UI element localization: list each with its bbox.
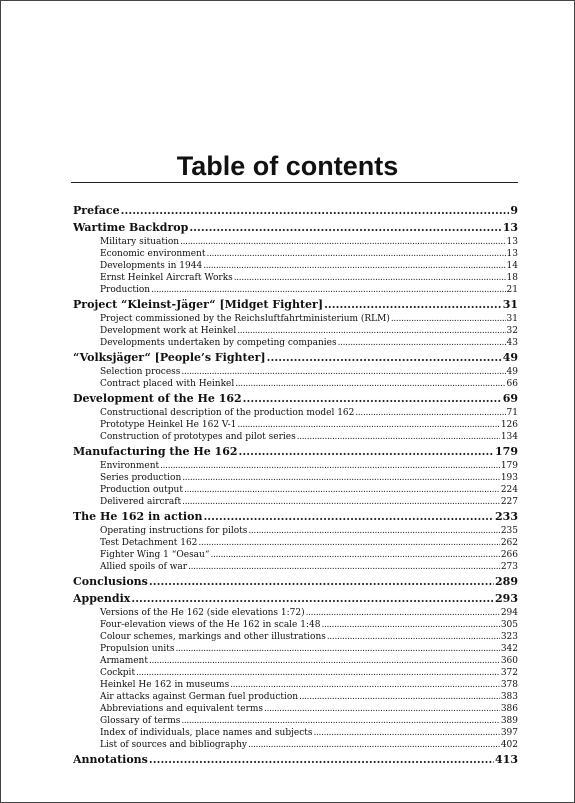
toc-subsection-entry-label: Constructional description of the production model 162 (100, 408, 355, 418)
toc-subsection-entry-page-number: 18 (506, 273, 518, 283)
toc-subsection-entry[interactable] (73, 619, 518, 631)
toc-subsection-entry-label: Versions of the He 162 (side elevations 1:72) (100, 608, 305, 618)
dot-leader (248, 525, 499, 537)
toc-subsection-entry-label: Prototype Heinkel He 162 V-1 (100, 420, 237, 430)
toc-subsection-entry-label: Project commissioned by the Reichsluftfahrtministerium (RLM) (100, 314, 390, 324)
toc-subsection-entry[interactable] (73, 607, 518, 619)
toc-subsection-entry-label: Test Detachment 162 (100, 538, 198, 548)
toc-subsection-entry[interactable] (73, 525, 518, 537)
toc-section-entry-label: Annotations (73, 753, 148, 766)
toc-subsection-entry[interactable] (73, 248, 518, 260)
toc-subsection-entry[interactable] (73, 667, 518, 679)
toc-subsection-entry-page-number: 66 (506, 379, 518, 389)
dot-leader (151, 284, 505, 296)
toc-subsection-entry[interactable] (73, 655, 518, 667)
toc-subsection-entry[interactable] (73, 643, 518, 655)
toc-section-entry-label: The He 162 in action (73, 510, 203, 523)
dot-leader (306, 607, 500, 619)
dot-leader (297, 431, 500, 443)
toc-subsection-entry-label: List of sources and bibliography (100, 740, 247, 750)
toc-subsection-entry-page-number: 360 (500, 656, 518, 666)
toc-subsection-entry-label: Developments undertaken by competing companies (100, 338, 337, 348)
dot-leader (243, 390, 502, 407)
toc-section-entry-label: Project “Kleinst-Jäger“ [Midget Fighter] (73, 298, 324, 311)
dot-leader (324, 296, 502, 313)
toc-subsection-entry-page-number: 227 (500, 497, 518, 507)
toc-subsection-entry[interactable] (73, 407, 518, 419)
toc-subsection-entry-page-number: 294 (500, 608, 518, 618)
toc-subsection-entry-label: Cockpit (100, 668, 136, 678)
toc-subsection-entry-label: Contract placed with Heinkel (100, 379, 235, 389)
toc-subsection-entry-label: Four-elevation views of the He 162 in scale 1:48 (100, 620, 321, 630)
dot-leader (136, 667, 500, 679)
dot-leader (237, 419, 499, 431)
toc-subsection-entry-page-number: 323 (500, 632, 518, 642)
dot-leader (160, 460, 500, 472)
toc-subsection-entry-page-number: 266 (500, 550, 518, 560)
toc-subsection-entry-page-number: 389 (500, 716, 518, 726)
toc-subsection-entry-page-number: 378 (500, 680, 518, 690)
toc-subsection-entry[interactable] (73, 484, 518, 496)
toc-subsection-entry-label: Propulsion units (100, 644, 175, 654)
toc-subsection-entry-label: Military situation (100, 237, 180, 247)
toc-subsection-entry[interactable] (73, 378, 518, 390)
toc-section-entry[interactable] (73, 202, 518, 219)
dot-leader (321, 619, 499, 631)
toc-subsection-entry-label: Heinkel He 162 in museums (100, 680, 230, 690)
toc-subsection-entry-label: Index of individuals, place names and subjects (100, 728, 313, 738)
dot-leader (267, 349, 502, 366)
toc-subsection-entry[interactable] (73, 460, 518, 472)
toc-subsection-entry-page-number: 49 (506, 367, 518, 377)
toc-section-entry-page-number: 413 (495, 753, 518, 766)
dot-leader (210, 549, 499, 561)
toc-subsection-entry-page-number: 386 (500, 704, 518, 714)
toc-section-entry-page-number: 69 (502, 392, 518, 405)
dot-leader (237, 325, 505, 337)
toc-section-entry-label: “Volksjäger“ [People’s Fighter] (73, 351, 266, 364)
toc-subsection-entry[interactable] (73, 631, 518, 643)
toc-section-entry[interactable] (73, 219, 518, 236)
dot-leader (149, 751, 494, 768)
toc-subsection-entry[interactable] (73, 537, 518, 549)
toc-subsection-entry-label: Delivered aircraft (100, 497, 182, 507)
toc-subsection-entry[interactable] (73, 472, 518, 484)
toc-subsection-entry[interactable] (73, 691, 518, 703)
toc-subsection-entry-label: Glossary of terms (100, 716, 181, 726)
toc-subsection-entry-page-number: 179 (500, 461, 518, 471)
toc-subsection-entry-label: Fighter Wing 1 “Oesau“ (100, 550, 210, 560)
table-of-contents (73, 202, 518, 768)
dot-leader (121, 202, 510, 219)
dot-leader (355, 407, 505, 419)
dot-leader (188, 561, 500, 573)
toc-subsection-entry-page-number: 13 (506, 237, 518, 247)
toc-section-entry-label: Wartime Backdrop (73, 221, 189, 234)
toc-subsection-entry-label: Development work at Heinkel (100, 326, 237, 336)
toc-section-entry-page-number: 179 (495, 445, 518, 458)
toc-subsection-entry[interactable] (73, 496, 518, 508)
toc-subsection-entry[interactable] (73, 549, 518, 561)
toc-subsection-entry-label: Armament (100, 656, 148, 666)
dot-leader (239, 443, 495, 460)
toc-subsection-entry[interactable] (73, 727, 518, 739)
toc-subsection-entry-page-number: 372 (500, 668, 518, 678)
toc-subsection-entry-page-number: 262 (500, 538, 518, 548)
toc-subsection-entry-page-number: 397 (500, 728, 518, 738)
dot-leader (149, 655, 500, 667)
toc-subsection-entry[interactable] (73, 561, 518, 573)
toc-subsection-entry[interactable] (73, 313, 518, 325)
toc-subsection-entry-page-number: 43 (506, 338, 518, 348)
dot-leader (184, 484, 500, 496)
toc-subsection-entry-label: Air attacks against German fuel production (100, 692, 299, 702)
dot-leader (248, 739, 500, 751)
title-underline (71, 182, 518, 183)
dot-leader (181, 366, 505, 378)
toc-subsection-entry-page-number: 14 (506, 261, 518, 271)
dot-leader (391, 313, 506, 325)
toc-section-entry-label: Preface (73, 204, 120, 217)
dot-leader (149, 573, 494, 590)
toc-subsection-entry[interactable] (73, 325, 518, 337)
toc-subsection-entry-label: Series production (100, 473, 182, 483)
dot-leader (230, 679, 500, 691)
dot-leader (180, 236, 505, 248)
toc-section-entry-page-number: 13 (502, 221, 518, 234)
toc-subsection-entry[interactable] (73, 431, 518, 443)
toc-section-entry[interactable] (73, 296, 518, 313)
dot-leader (327, 631, 500, 643)
toc-section-entry-label: Conclusions (73, 575, 148, 588)
toc-subsection-entry[interactable] (73, 419, 518, 431)
toc-section-entry-page-number: 293 (495, 592, 518, 605)
dot-leader (264, 703, 500, 715)
toc-section-entry[interactable] (73, 390, 518, 407)
toc-subsection-entry[interactable] (73, 679, 518, 691)
toc-subsection-entry-page-number: 305 (500, 620, 518, 630)
toc-subsection-entry-label: Colour schemes, markings and other illustrations (100, 632, 326, 642)
dot-leader (203, 260, 505, 272)
toc-subsection-entry[interactable] (73, 284, 518, 296)
toc-subsection-entry-page-number: 13 (506, 249, 518, 259)
toc-subsection-entry-label: Production output (100, 485, 183, 495)
dot-leader (189, 219, 501, 236)
dot-leader (234, 272, 506, 284)
toc-subsection-entry-page-number: 342 (500, 644, 518, 654)
dot-leader (235, 378, 505, 390)
dot-leader (176, 643, 500, 655)
toc-subsection-entry-page-number: 224 (500, 485, 518, 495)
dot-leader (299, 691, 500, 703)
toc-subsection-entry[interactable] (73, 236, 518, 248)
toc-subsection-entry-label: Allied spoils of war (100, 562, 188, 572)
dot-leader (182, 472, 500, 484)
toc-section-entry[interactable] (73, 751, 518, 768)
dot-leader (338, 337, 506, 349)
toc-subsection-entry[interactable] (73, 366, 518, 378)
toc-section-entry-page-number: 49 (502, 351, 518, 364)
toc-section-entry[interactable] (73, 443, 518, 460)
dot-leader (131, 590, 494, 607)
toc-subsection-entry[interactable] (73, 272, 518, 284)
toc-subsection-entry[interactable] (73, 703, 518, 715)
dot-leader (181, 715, 499, 727)
toc-subsection-entry-label: Environment (100, 461, 160, 471)
toc-subsection-entry-page-number: 235 (500, 526, 518, 536)
toc-subsection-entry-page-number: 71 (506, 408, 518, 418)
dot-leader (198, 537, 499, 549)
dot-leader (314, 727, 500, 739)
toc-subsection-entry-page-number: 31 (506, 314, 518, 324)
toc-subsection-entry-page-number: 32 (506, 326, 518, 336)
toc-subsection-entry-label: Selection process (100, 367, 181, 377)
page-title: Table of contents (176, 151, 399, 181)
toc-subsection-entry[interactable] (73, 739, 518, 751)
toc-subsection-entry-label: Ernst Heinkel Aircraft Works (100, 273, 233, 283)
toc-subsection-entry[interactable] (73, 260, 518, 272)
toc-subsection-entry-label: Production (100, 285, 151, 295)
dot-leader (203, 508, 494, 525)
toc-subsection-entry-page-number: 273 (500, 562, 518, 572)
dot-leader (206, 248, 505, 260)
toc-subsection-entry[interactable] (73, 715, 518, 727)
toc-section-entry-label: Appendix (73, 592, 131, 605)
toc-section-entry-page-number: 31 (502, 298, 518, 311)
toc-subsection-entry-label: Developments in 1944 (100, 261, 203, 271)
toc-subsection-entry[interactable] (73, 337, 518, 349)
toc-section-entry[interactable] (73, 349, 518, 366)
toc-subsection-entry-page-number: 402 (500, 740, 518, 750)
toc-subsection-entry-page-number: 193 (500, 473, 518, 483)
toc-section-entry-page-number: 289 (495, 575, 518, 588)
toc-section-entry-page-number: 233 (495, 510, 518, 523)
toc-subsection-entry-label: Construction of prototypes and pilot series (100, 432, 296, 442)
toc-subsection-entry-label: Abbreviations and equivalent terms (100, 704, 264, 714)
toc-subsection-entry-page-number: 134 (500, 432, 518, 442)
toc-section-entry[interactable] (73, 508, 518, 525)
toc-section-entry-page-number: 9 (510, 204, 518, 217)
toc-subsection-entry-page-number: 21 (506, 285, 518, 295)
toc-subsection-entry-page-number: 383 (500, 692, 518, 702)
toc-subsection-entry-label: Economic environment (100, 249, 206, 259)
toc-subsection-entry-label: Operating instructions for pilots (100, 526, 248, 536)
dot-leader (182, 496, 500, 508)
toc-subsection-entry-page-number: 126 (500, 420, 518, 430)
toc-section-entry-label: Development of the He 162 (73, 392, 242, 405)
toc-section-entry[interactable] (73, 573, 518, 590)
toc-section-entry[interactable] (73, 590, 518, 607)
toc-section-entry-label: Manufacturing the He 162 (73, 445, 238, 458)
